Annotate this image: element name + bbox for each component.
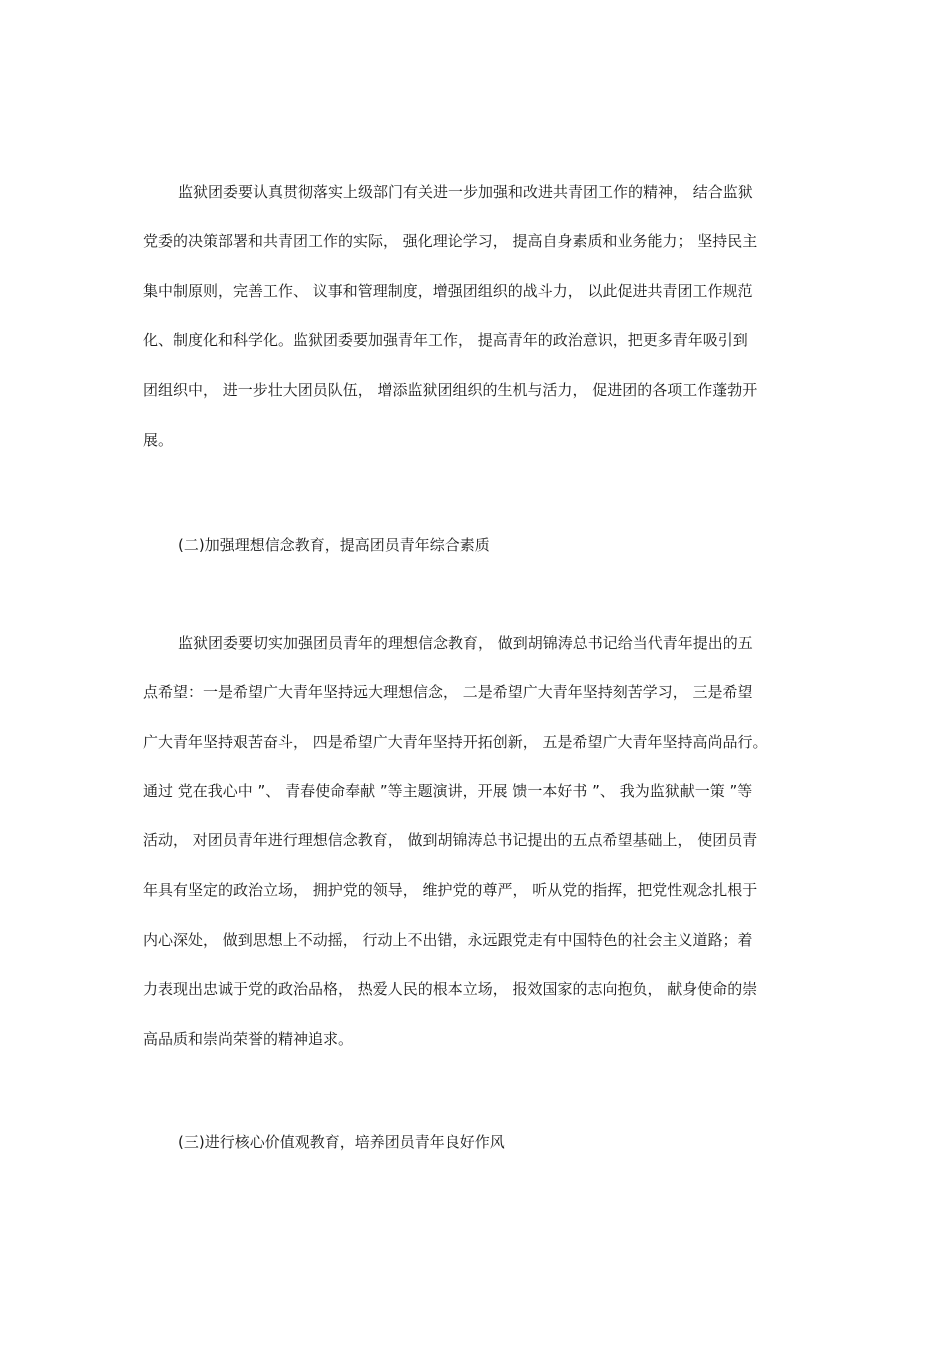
paragraph-1-line: 监狱团委要认真贯彻落实上级部门有关进一步加强和改进共青团工作的精神， 结合监狱 (178, 183, 753, 201)
paragraph-2-line: 监狱团委要切实加强团员青年的理想信念教育， 做到胡锦涛总书记给当代青年提出的五 (178, 634, 753, 652)
section-heading-2: (二)加强理想信念教育，提高团员青年综合素质 (178, 536, 490, 554)
paragraph-2-line: 力表现出忠诚于党的政治品格， 热爱人民的根本立场， 报效国家的志向抱负， 献身使命的崇 (143, 980, 758, 998)
paragraph-1-line: 党委的决策部署和共青团工作的实际， 强化理论学习， 提高自身素质和业务能力； 坚持民主 (143, 232, 758, 250)
paragraph-2-line: 广大青年坚持艰苦奋斗， 四是希望广大青年坚持开拓创新， 五是希望广大青年坚持高尚品行。 (143, 733, 768, 751)
paragraph-1-line: 展。 (143, 431, 174, 449)
paragraph-2-line: 点希望：一是希望广大青年坚持远大理想信念， 二是希望广大青年坚持刻苦学习， 三是希望 (143, 683, 753, 701)
paragraph-2-line: 年具有坚定的政治立场， 拥护党的领导， 维护党的尊严， 听从党的指挥，把党性观念扎根于 (143, 881, 758, 899)
paragraph-2-line: 内心深处， 做到思想上不动摇， 行动上不出错，永远跟党走有中国特色的社会主义道路；着 (143, 931, 753, 949)
paragraph-2-line: 通过 党在我心中 ”、 青春使命奉献 ”等主题演讲，开展 馈一本好书 ”、 我为监狱献一策 ”等 (143, 782, 753, 800)
paragraph-1-line: 化、制度化和科学化。监狱团委要加强青年工作， 提高青年的政治意识，把更多青年吸引到 (143, 331, 748, 349)
paragraph-1-line: 团组织中， 进一步壮大团员队伍， 增添监狱团组织的生机与活力， 促进团的各项工作蓬勃开 (143, 381, 758, 399)
paragraph-2-line: 活动， 对团员青年进行理想信念教育， 做到胡锦涛总书记提出的五点希望基础上， 使团员青 (143, 831, 758, 849)
section-heading-3: (三)进行核心价值观教育，培养团员青年良好作风 (178, 1133, 505, 1151)
paragraph-1-line: 集中制原则，完善工作、 议事和管理制度，增强团组织的战斗力， 以此促进共青团工作规范 (143, 282, 753, 300)
paragraph-2-line: 高品质和崇尚荣誉的精神追求。 (143, 1030, 354, 1048)
